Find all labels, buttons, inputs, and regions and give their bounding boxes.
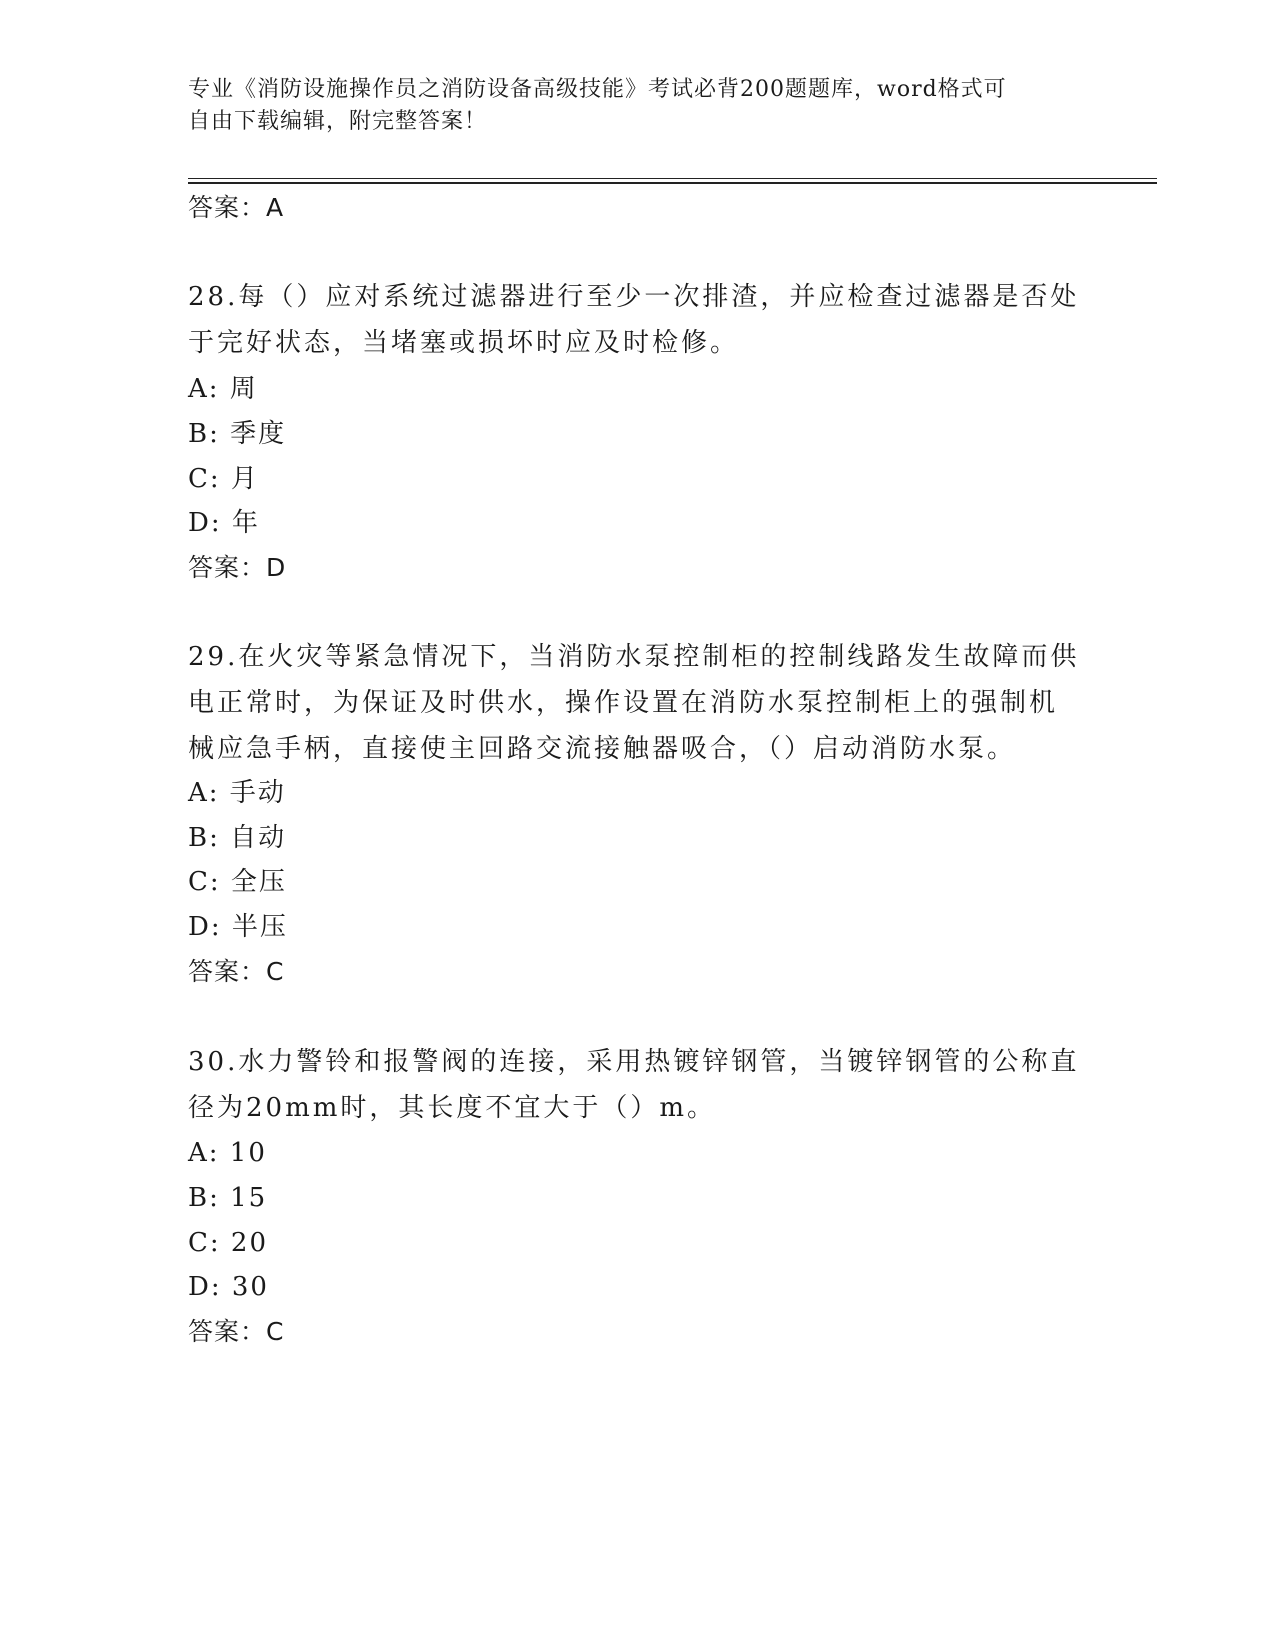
question-30-option-b: B: 15: [188, 1183, 268, 1213]
question-29-option-d: D: 半压: [188, 912, 288, 942]
question-28: [188, 274, 1088, 366]
question-29-line-3: 械应急手柄，直接使主回路交流接触器吸合，（）启动消防水泵。: [188, 734, 1017, 764]
question-30: [188, 1039, 1088, 1131]
question-28-option-a: A: 周: [188, 374, 258, 404]
question-29-option-b: B: 自动: [188, 823, 287, 853]
question-30-option-d: D: 30: [188, 1272, 269, 1302]
header-divider-thick: [188, 182, 1157, 184]
answer-q29: 答案：C: [188, 957, 285, 986]
question-28-option-c: C: 月: [188, 464, 259, 494]
header-divider-thin: [188, 178, 1157, 179]
question-29-line-2: 电正常时，为保证及时供水，操作设置在消防水泵控制柜上的强制机: [188, 688, 1059, 718]
question-29-option-c: C: 全压: [188, 867, 287, 897]
question-28-line-2: 于完好状态，当堵塞或损坏时应及时检修。: [188, 328, 740, 358]
question-30-option-a: A: 10: [188, 1138, 267, 1168]
answer-q30: 答案：C: [188, 1317, 285, 1346]
question-28-option-b: B: 季度: [188, 419, 287, 449]
answer-q27: 答案：A: [188, 193, 285, 222]
header-line-1: 专业《消防设施操作员之消防设备高级技能》考试必背200题题库，word格式可: [188, 77, 1007, 102]
question-30-line-1: 30.水力警铃和报警阀的连接，采用热镀锌钢管，当镀锌钢管的公称直: [188, 1047, 1080, 1077]
question-28-line-1: 28.每（）应对系统过滤器进行至少一次排渣，并应检查过滤器是否处: [188, 282, 1080, 312]
question-30-line-2: 径为20mm时，其长度不宜大于（）m。: [188, 1093, 717, 1123]
question-30-option-c: C: 20: [188, 1228, 269, 1258]
question-28-option-d: D: 年: [188, 508, 260, 538]
answer-q28: 答案：D: [188, 553, 287, 582]
question-29-line-1: 29.在火灾等紧急情况下，当消防水泵控制柜的控制线路发生故障而供: [188, 642, 1080, 672]
question-29-option-a: A: 手动: [188, 778, 286, 808]
document-header: [188, 74, 1088, 138]
question-29: [188, 634, 1088, 772]
header-line-2: 自由下载编辑，附完整答案！: [188, 109, 488, 134]
